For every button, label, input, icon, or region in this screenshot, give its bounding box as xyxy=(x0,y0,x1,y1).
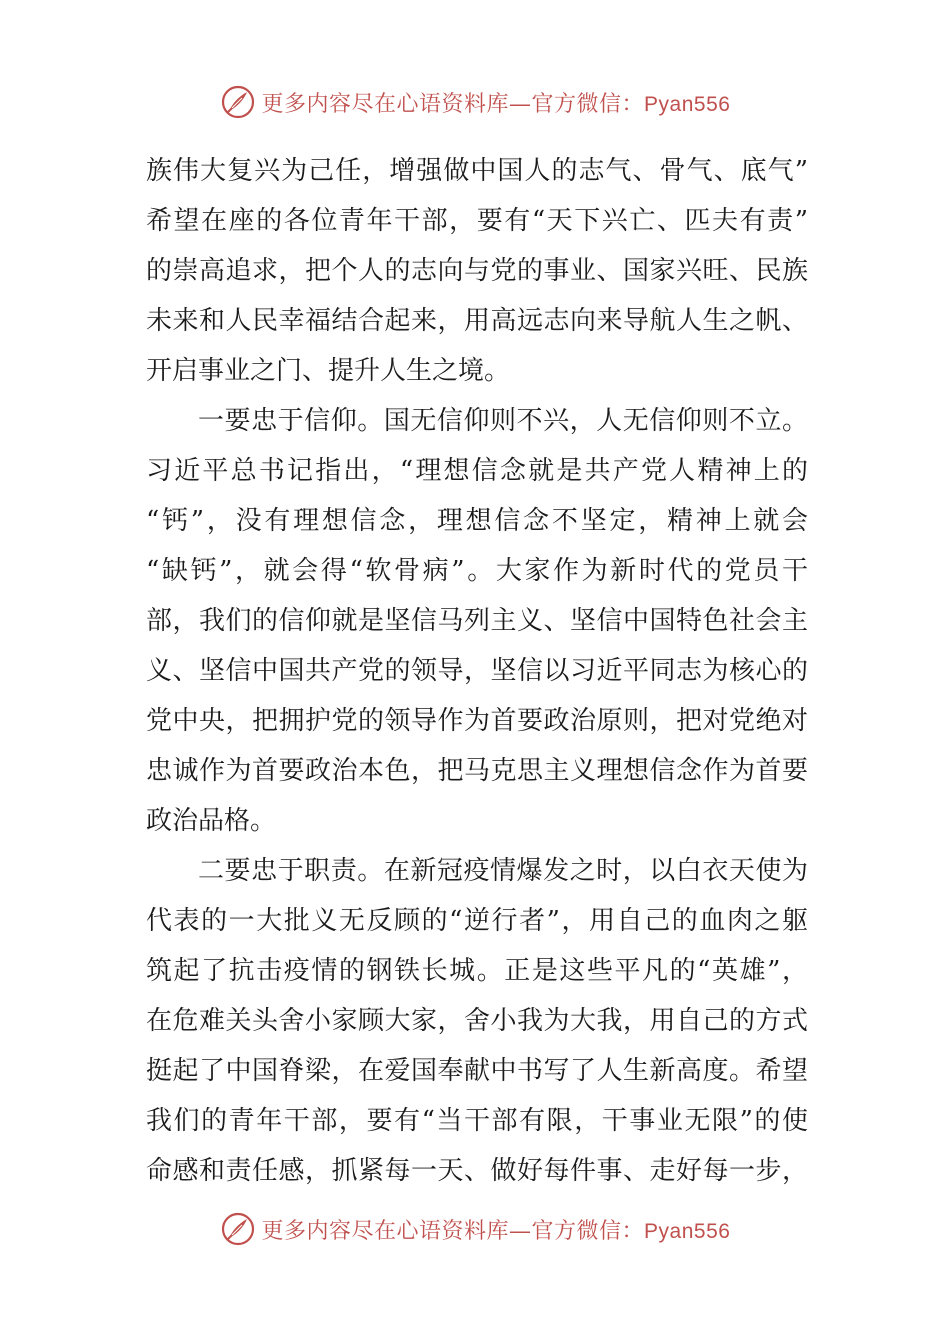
text-line: 义、坚信中国共产党的领导，坚信以习近平同志为核心的 xyxy=(146,656,808,686)
header-watermark-text: 更多内容尽在心语资料库—官方微信： xyxy=(261,91,645,117)
text-line: 忠诚作为首要政治本色，把马克思主义理想信念作为首要 xyxy=(146,756,808,786)
text-line: 在危难关头舍小家顾大家，舍小我为大我，用自己的方式 xyxy=(146,1006,808,1036)
text-line: “钙”，没有理想信念，理想信念不坚定，精神上就会 xyxy=(146,506,808,536)
footer-wechat-id: Pyan556 xyxy=(644,1219,731,1243)
text-line: 习近平总书记指出，“理想信念就是共产党人精神上的 xyxy=(146,456,808,486)
text-line: 部，我们的信仰就是坚信马列主义、坚信中国特色社会主 xyxy=(146,606,808,636)
text-line: 开启事业之门、提升人生之境。 xyxy=(146,356,511,386)
header-wechat-id: Pyan556 xyxy=(644,92,731,116)
header-watermark xyxy=(0,82,950,122)
paragraph-start-line: 二要忠于职责。在新冠疫情爆发之时，以白衣天使为 xyxy=(198,856,808,886)
text-line: 我们的青年干部，要有“当干部有限，干事业无限”的使 xyxy=(146,1106,808,1136)
text-line: 的崇高追求，把个人的志向与党的事业、国家兴旺、民族 xyxy=(146,256,808,286)
text-line: “缺钙”，就会得“软骨病”。大家作为新时代的党员干 xyxy=(146,556,808,586)
text-line: 党中央，把拥护党的领导作为首要政治原则，把对党绝对 xyxy=(146,706,808,736)
text-line: 挺起了中国脊梁，在爱国奉献中书写了人生新高度。希望 xyxy=(146,1056,808,1086)
document-body xyxy=(146,146,808,1196)
paragraph-start-line: 一要忠于信仰。国无信仰则不兴，人无信仰则不立。 xyxy=(198,406,808,436)
text-line: 希望在座的各位青年干部，要有“天下兴亡、匹夫有责” xyxy=(146,206,808,236)
text-line: 代表的一大批义无反顾的“逆行者”，用自己的血肉之躯 xyxy=(146,906,808,936)
text-line: 政治品格。 xyxy=(146,806,277,836)
text-line: 筑起了抗击疫情的钢铁长城。正是这些平凡的“英雄”， xyxy=(146,956,808,986)
text-line: 未来和人民幸福结合起来，用高远志向来导航人生之帆、 xyxy=(146,306,808,336)
text-line: 族伟大复兴为己任，增强做中国人的志气、骨气、底气” xyxy=(146,156,808,186)
footer-watermark xyxy=(0,1209,950,1249)
text-line: 命感和责任感，抓紧每一天、做好每件事、走好每一步， xyxy=(146,1156,808,1186)
quill-logo-icon xyxy=(220,84,256,120)
footer-watermark-text: 更多内容尽在心语资料库—官方微信： xyxy=(261,1218,645,1244)
quill-logo-icon xyxy=(220,1211,256,1247)
